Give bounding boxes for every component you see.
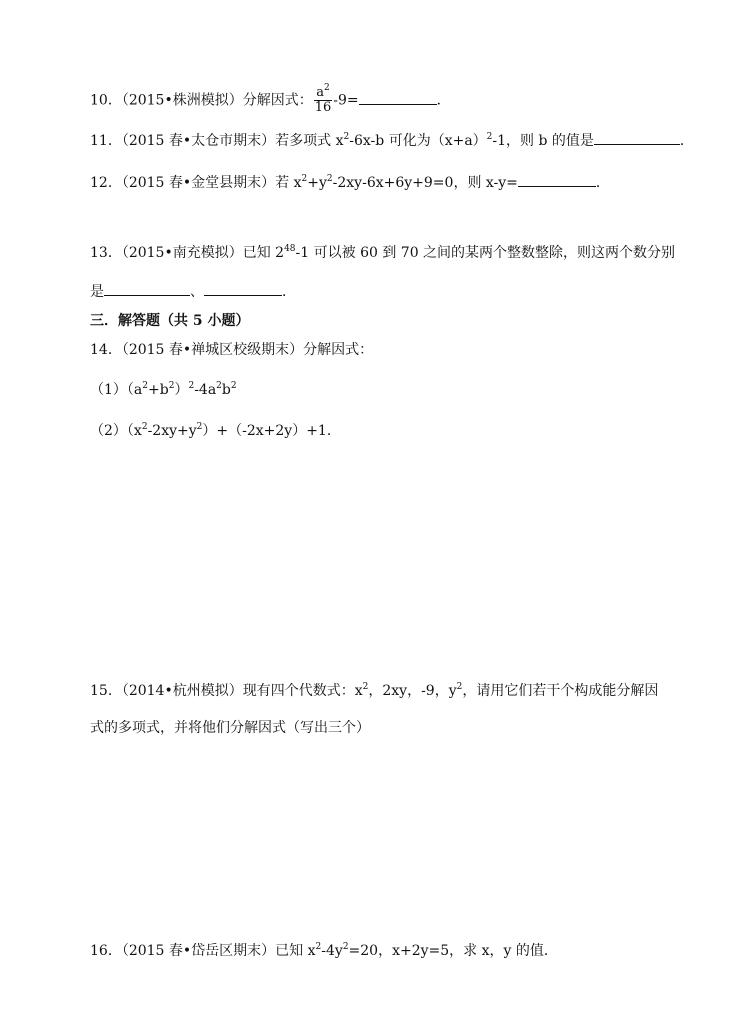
answer-blank[interactable]	[518, 172, 596, 187]
answer-blank[interactable]	[359, 90, 437, 105]
question-source: （2015 春•禅城区校级期末）	[121, 342, 304, 358]
question-number: 11．	[90, 133, 122, 149]
question-14-part-1: $(1)(a^2+b^2)^2-4a^2b^2$	[90, 381, 237, 398]
question-prompt: 分解因式：	[242, 92, 313, 109]
question-source: （2014•杭州模拟）	[121, 683, 243, 699]
question-source: （2015 春•岱岳区期末）	[121, 943, 276, 959]
question-text: -9=	[333, 92, 359, 109]
question-10: 10．（2015•株洲模拟）分解因式： $\frac{a^2}{16}$ -9= ．	[90, 83, 451, 115]
answer-blank[interactable]	[594, 130, 680, 145]
answer-blank-1[interactable]	[104, 281, 190, 296]
question-14-part-2: $(2)(x^2-2xy+y^2)+(-2x+2y)+1$．	[90, 422, 341, 439]
question-number: 12．	[90, 175, 122, 191]
question-number: 13．	[90, 245, 122, 261]
section-heading: 三．解答题（共 5 小题）	[90, 313, 250, 329]
fraction	[314, 83, 333, 115]
question-11: 11．（2015 春•太仓市期末）若多项式 $x^2-6x-b$ 可化为$(x+a)^2-1$，则 b 的值是 ．	[90, 132, 694, 149]
question-prompt: 分解因式：	[303, 342, 374, 358]
question-number: 14．	[90, 342, 122, 358]
question-15: 15．（2014•杭州模拟）现有四个代数式：$x^2$，2xy，-9，$y^2$，请用它们若干个构成能分解因	[90, 682, 659, 699]
question-14	[90, 340, 373, 360]
question-source: （2015 春•金堂县期末）	[121, 175, 276, 191]
question-number: 15．	[90, 683, 122, 699]
question-12: 12．（2015 春•金堂县期末）若 $x^2+y^2-2xy-6x+6y+9=0$，则 x-y= ．	[90, 174, 610, 191]
question-source: （2015•株洲模拟）	[121, 92, 243, 109]
question-number: 10．	[90, 92, 122, 109]
question-source: （2015•南充模拟）	[121, 245, 243, 261]
question-number: 16．	[90, 943, 122, 959]
question-15-line-2: 式的多项式，并将他们分解因式（写出三个）	[90, 720, 370, 736]
fraction-numerator: $a^2$	[314, 86, 333, 101]
question-source: （2015 春•太仓市期末）	[121, 133, 276, 149]
question-16: 16．（2015 春•岱岳区期末）已知 $x^2-4y^2=20$，x+2y=5，求 x，y 的值．	[90, 942, 558, 959]
question-13-line-2: 是 、 ．	[90, 281, 296, 302]
answer-blank-2[interactable]	[204, 281, 282, 296]
question-13: 13．（2015•南充模拟）已知 $2^{48}-1$ 可以被 60 到 70 之间的某两个整数整除，则这两个数分别	[90, 244, 676, 261]
fraction-denominator: 16	[314, 100, 332, 115]
